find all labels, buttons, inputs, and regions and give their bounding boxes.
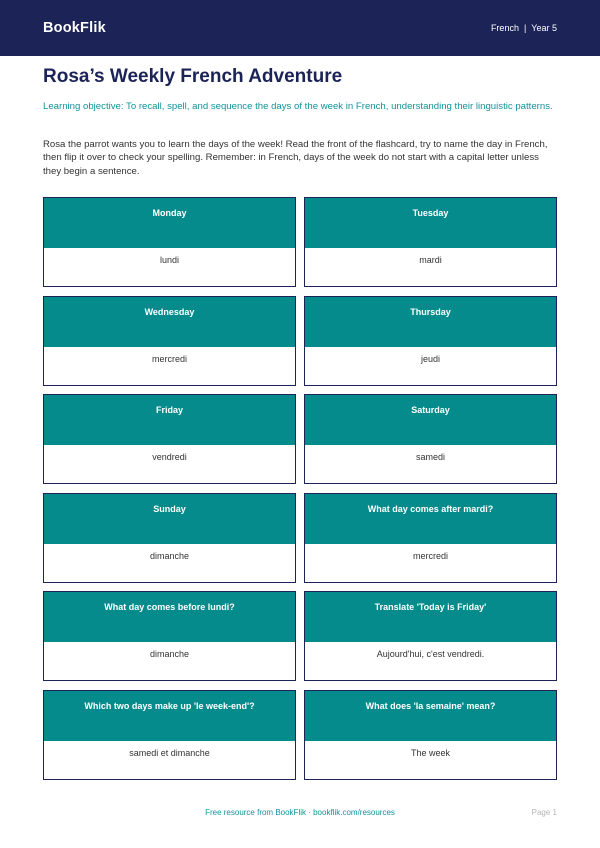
flashcard-back: samedi	[305, 445, 556, 483]
subject-label: French	[490, 23, 519, 33]
brand-logo[interactable]: BookFlik	[43, 20, 106, 36]
flashcard[interactable]	[43, 690, 296, 780]
flashcard[interactable]	[304, 394, 557, 484]
flashcard[interactable]	[43, 197, 296, 287]
flashcard-back: vendredi	[44, 445, 295, 483]
flashcard[interactable]	[304, 197, 557, 287]
year-label: Year 5	[531, 23, 557, 33]
flashcard-front: Translate 'Today is Friday'	[305, 592, 556, 642]
flashcard-front: Wednesday	[44, 297, 295, 347]
flashcard-front: What day comes before lundi?	[44, 592, 295, 642]
flashcard[interactable]	[304, 690, 557, 780]
flashcard-front: Saturday	[305, 395, 556, 445]
flashcard-front: Which two days make up 'le week-end'?	[44, 691, 295, 741]
flashcard-front: Tuesday	[305, 198, 556, 248]
flashcard-front: Sunday	[44, 494, 295, 544]
flashcard[interactable]	[304, 493, 557, 583]
footer-credit[interactable]: Free resource from BookFlik · bookflik.com/resources	[205, 808, 395, 817]
flashcard-front: What day comes after mardi?	[305, 494, 556, 544]
flashcard-grid	[43, 197, 557, 780]
flashcard[interactable]	[43, 394, 296, 484]
flashcard-back: jeudi	[305, 347, 556, 385]
flashcard-front: Monday	[44, 198, 295, 248]
flashcard[interactable]	[43, 591, 296, 681]
flashcard-front: What does 'la semaine' mean?	[305, 691, 556, 741]
flashcard[interactable]	[43, 296, 296, 386]
flashcard[interactable]	[304, 591, 557, 681]
flashcard-back: samedi et dimanche	[44, 741, 295, 779]
flashcard-back: dimanche	[44, 544, 295, 582]
flashcard-back: mercredi	[44, 347, 295, 385]
page-number: Page 1	[531, 808, 557, 817]
top-bar	[0, 0, 600, 56]
flashcard-back: dimanche	[44, 642, 295, 680]
flashcard-front: Thursday	[305, 297, 556, 347]
flashcard-front: Friday	[44, 395, 295, 445]
learning-objective: Learning objective: To recall, spell, and sequence the days of the week in French, understanding their linguistic patterns.	[43, 101, 553, 112]
flashcard-back: mardi	[305, 248, 556, 286]
subject-year	[491, 23, 557, 33]
page-title: Rosa’s Weekly French Adventure	[43, 66, 343, 87]
flashcard-back: lundi	[44, 248, 295, 286]
flashcard-back: The week	[305, 741, 556, 779]
flashcard[interactable]	[43, 493, 296, 583]
flashcard-back: mercredi	[305, 544, 556, 582]
separator: |	[523, 23, 527, 33]
flashcard[interactable]	[304, 296, 557, 386]
instructions: Rosa the parrot wants you to learn the days of the week! Read the front of the flashcard, try to name the day in French, then flip it over to check your spelling. Remember: in French, days of the week do not start with a capital letter unless they begin a sentence.	[43, 139, 548, 177]
flashcard-back: Aujourd'hui, c'est vendredi.	[305, 642, 556, 680]
